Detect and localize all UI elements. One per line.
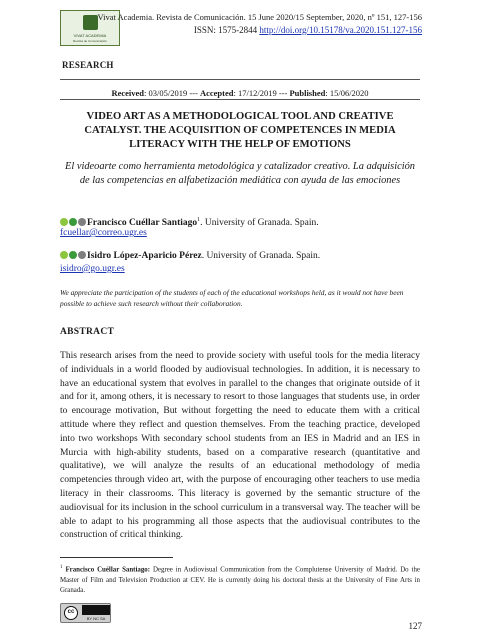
author-2 xyxy=(60,250,420,263)
author-2-name: Isidro López-Aparicio Pérez xyxy=(87,251,202,261)
journal-logo-tagline: Revista de Comunicación xyxy=(72,39,108,43)
accepted-date: : 17/12/2019 --- xyxy=(233,88,290,98)
publication-dates xyxy=(60,88,420,98)
author-1-affiliation: . University of Granada. Spain. xyxy=(200,218,319,229)
paper-subtitle: El videoarte como herramienta metodológica y catalizador creativo. La adquisición de las competencias en alfabetización mediática con ayuda de las emociones xyxy=(65,161,415,186)
footnote xyxy=(60,563,420,597)
abstract-heading: ABSTRACT xyxy=(60,327,115,337)
divider-bottom xyxy=(60,99,420,100)
author-1-email[interactable]: fcuellar@correo.ugr.es xyxy=(60,228,147,238)
footnote-rule xyxy=(60,557,173,558)
cc-license-badge[interactable] xyxy=(60,603,111,623)
researchid-icon[interactable] xyxy=(69,251,77,259)
journal-citation: Vivat Academia. Revista de Comunicación. 15 June 2020/15 September, 2020, nº 151, 127-156 xyxy=(97,12,422,22)
journal-logo-name: VIVAT ACADEMIA xyxy=(73,33,107,38)
accepted-label: Accepted xyxy=(199,88,234,98)
journal-issn-doi xyxy=(194,25,422,35)
acknowledgement: We appreciate the participation of the students of each of the educational workshops held, as it would not have been possible to achieve such research without their collaboration. xyxy=(60,288,404,308)
published-date: : 15/06/2020 xyxy=(325,88,369,98)
author-1-footnote-mark: 1 xyxy=(197,217,201,223)
scholar-icon[interactable] xyxy=(78,218,86,226)
received-label: Received xyxy=(111,88,145,98)
author-2-email[interactable]: isidro@go.ugr.es xyxy=(60,264,125,274)
page-number: 127 xyxy=(408,621,422,631)
author-1-name: Francisco Cuéllar Santiago xyxy=(87,218,198,229)
footnote-number: 1 xyxy=(60,565,63,570)
author-2-affiliation: . University of Granada. Spain. xyxy=(201,251,321,261)
license-icons-strip xyxy=(82,605,110,615)
issn: ISSN: 1575-2844 xyxy=(193,25,258,35)
published-label: Published xyxy=(289,88,326,98)
orcid-icon[interactable] xyxy=(60,251,68,259)
section-label: RESEARCH xyxy=(62,60,114,70)
cc-icon: cc xyxy=(64,606,78,620)
orcid-icon[interactable] xyxy=(60,218,68,226)
received-date: : 03/05/2019 --- xyxy=(144,88,200,98)
doi-link[interactable]: http://doi.org/10.15178/va.2020.151.127-156 xyxy=(259,25,422,35)
footnote-text: Degree in Audiovisual Communication from the Complutense University of Madrid. Do the Master of Film and Television Production at CEV. He is currently doing his doctoral thesis at the University of Fine Arts in Granada. xyxy=(60,566,420,595)
paper-title: VIDEO ART AS A METHODOLOGICAL TOOL AND CREATIVE CATALYST. THE ACQUISITION OF COMPETENCES IN MEDIA LITERACY WITH THE HELP OF EMOTIONS xyxy=(84,111,396,150)
abstract-body: This research arises from the need to provide society with useful tools for the media literacy of individuals in a world flooded by audiovisual technologies. In addition, it is necessary to have an educational system that evolves in parallel to the changes that originate outside of it and for it, among others, it is necessary to resort to those languages that students use, in order to encourage motivation, But without forgetting the need to educate them with a critical attitude where they reflect and question themselves. From the teaching practice, developed into two workshops With secondary school students from an IES in Madrid and an IES in Murcia with high-ability students, based on a comparative research (quantitative and qualitative), we will analyze the results of an educational methodology of media competencies through video art, with the purpose of encouraging other teachers to use media literacy in their classrooms. This literacy is governed by the semantic structure of the audiovisual for its inclusion in the school curriculum in a transversal way. The teacher will be able to adapt to his programming all those aspects that the audiovisual contributes to the construction of critical thinking. xyxy=(60,350,420,541)
scholar-icon[interactable] xyxy=(78,251,86,259)
footnote-author: Francisco Cuéllar Santiago: xyxy=(65,566,151,574)
researchid-icon[interactable] xyxy=(69,218,77,226)
divider-top xyxy=(60,79,420,80)
license-terms: BY NC SA xyxy=(86,616,106,621)
journal-logo-mark xyxy=(83,15,98,30)
